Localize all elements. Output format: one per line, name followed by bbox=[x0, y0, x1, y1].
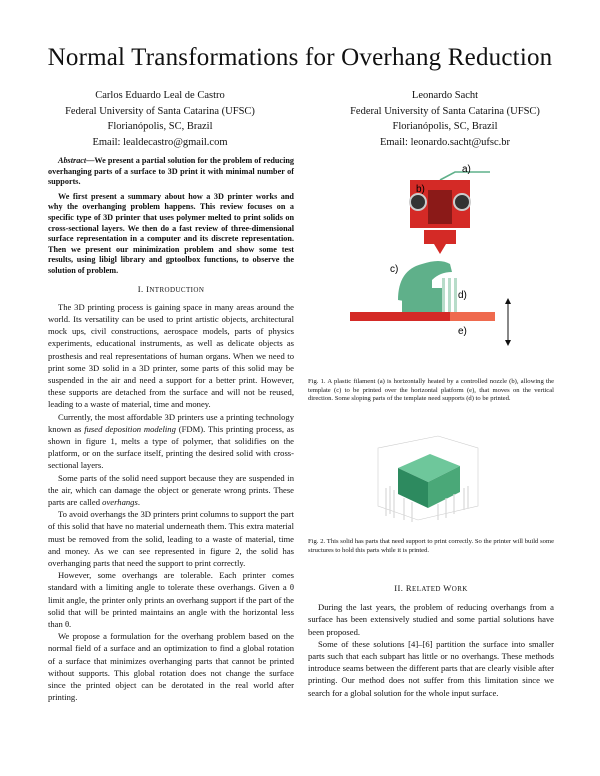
gear-icon bbox=[410, 194, 426, 210]
label-c: c) bbox=[390, 264, 399, 275]
related-paragraph-1: During the last years, the problem of reducing overhangs from a surface has been extensively studied and some partial solutions have been proposed. bbox=[308, 602, 554, 637]
abstract-paragraph-2: We first present a summary about how a 3D printer works and why the overhanging problem happens. This review focuses on a specific type of 3D printer that uses polymer melted to print solids on cross-sectional layers. We then do a fast review of three-dimensional surface representation in a computer and its discrete representation. Then we present our minimization problem and show some test results, using libigl library and gptoolbox functions, to observe the solution of problem. bbox=[48, 191, 294, 275]
abstract-label: Abstract bbox=[58, 156, 87, 165]
author-name: Carlos Eduardo Leal de Castro bbox=[95, 90, 225, 101]
author-name: Leonardo Sacht bbox=[411, 90, 479, 101]
figure-1-caption: Fig. 1. A plastic filament (a) is horizontally heated by a controlled nozzle (b), allowing the template (c) to be printed over the horizontal platform (e), that moves on the vertical direction. Some sloping parts of the template need supports (d) to be printed. bbox=[308, 378, 554, 403]
related-paragraph-2: Some of these solutions [4]–[6] partition the surface into smaller parts such that each subpart has little or no overhangs. These methods introduce seams between the different parts that are clearly visible after printing. Our method does not suffer from this limitation since we search for a global solution for the whole input surface. bbox=[308, 638, 554, 698]
arrow-down-icon bbox=[505, 340, 511, 346]
section-heading-related-work: II. RELATED WORK bbox=[394, 583, 468, 593]
abstract-text: —We present a partial solution for the problem of reducing overhanging parts of a surface to 3D print it with minimal number of supports. bbox=[48, 156, 294, 187]
left-column bbox=[48, 156, 294, 703]
intro-paragraph-5: However, some overhangs are tolerable. Each printer comes standard with a limiting angle to tolerate these overhangs. Given a θ limit angle, the printer only prints an overhang support if the part of the solid that will be printed maintains an angle with the horizontal less than θ. bbox=[48, 570, 294, 630]
support-column bbox=[442, 278, 445, 312]
platform-edge bbox=[450, 312, 495, 321]
intro-paragraph-2: Currently, the most affordable 3D printers use a printing technology known as fused deposition modeling (FDM). This printing process, as shown in figure 1, melts a type of polymer, that solidifies on the platform, or on the surface itself, printing the desired solid with cross-sectional layers. bbox=[48, 411, 295, 471]
support-column bbox=[448, 278, 451, 312]
author-block-1 bbox=[30, 88, 290, 150]
label-a: a) bbox=[462, 164, 471, 175]
author-email[interactable]: Email: lealdecastro@gmail.com bbox=[92, 136, 228, 148]
intro-paragraph-6: We propose a formulation for the overhang problem based on the normal field of a surface and an optimization to find a global rotation of a surface that minimizes overhanging parts that cannot be printed without supports. This global rotation does not change the surface since the printed object can be derotated in the real world after printing. bbox=[48, 631, 294, 703]
paper-title: Normal Transformations for Overhang Reduction bbox=[47, 44, 553, 71]
label-e: e) bbox=[458, 326, 467, 337]
label-d: d) bbox=[458, 290, 467, 301]
intro-paragraph-4: To avoid overhangs the 3D printers print columns to support the part of this solid that have no material underneath them. This extra material must be removed from the solid, leading to a waste of material, time and money. As we can see represented in figure 2, the solid has overhanging parts that need the support to print correctly. bbox=[48, 509, 294, 568]
figure-2-overhang-solid bbox=[368, 428, 488, 528]
nozzle-point bbox=[434, 244, 446, 254]
template-body bbox=[402, 288, 442, 312]
arrow-up-icon bbox=[505, 298, 511, 304]
nozzle-core bbox=[428, 190, 452, 224]
figure-1-printer-diagram bbox=[340, 160, 520, 370]
label-b: b) bbox=[416, 184, 425, 195]
gear-icon bbox=[454, 194, 470, 210]
author-location: Florianópolis, SC, Brazil bbox=[392, 121, 498, 132]
abstract-paragraph bbox=[48, 156, 294, 188]
author-location: Florianópolis, SC, Brazil bbox=[107, 121, 213, 132]
author-affiliation: Federal University of Santa Catarina (UFSC) bbox=[65, 105, 255, 117]
nozzle-tip bbox=[424, 230, 456, 244]
intro-paragraph-1: The 3D printing process is gaining space in many areas around the world. Its versatility can be used to print artistic objects, architectural mock ups, civil constructions, aerospace models, parts of physics experiments, educational instruments, as well as delicate objects as prosthesis and real representations of human organs. When we need to print some 3D solid in a 3D printer, some parts of this solid may be suspended in the air and need a support for a better print. However, these supports are detached from the surface and will not be reused, leading to a waste of material, time and money. bbox=[48, 301, 294, 410]
section-heading-introduction: I. INTRODUCTION bbox=[137, 283, 205, 294]
intro-paragraph-3: Some parts of the solid need support because they are suspended in the air, which can damage the object or generate wrong prints. These parts are called overhangs. bbox=[48, 472, 294, 507]
author-affiliation: Federal University of Santa Catarina (UFSC) bbox=[350, 105, 540, 117]
right-column bbox=[308, 576, 554, 699]
figure-2-caption: Fig. 2. This solid has parts that need support to print correctly. So the printer will build some structures to hold this parts while it is printed. bbox=[308, 538, 554, 554]
author-block-2 bbox=[315, 88, 575, 150]
author-email[interactable]: Email: leonardo.sacht@ufsc.br bbox=[379, 136, 511, 148]
support-column bbox=[454, 278, 457, 312]
